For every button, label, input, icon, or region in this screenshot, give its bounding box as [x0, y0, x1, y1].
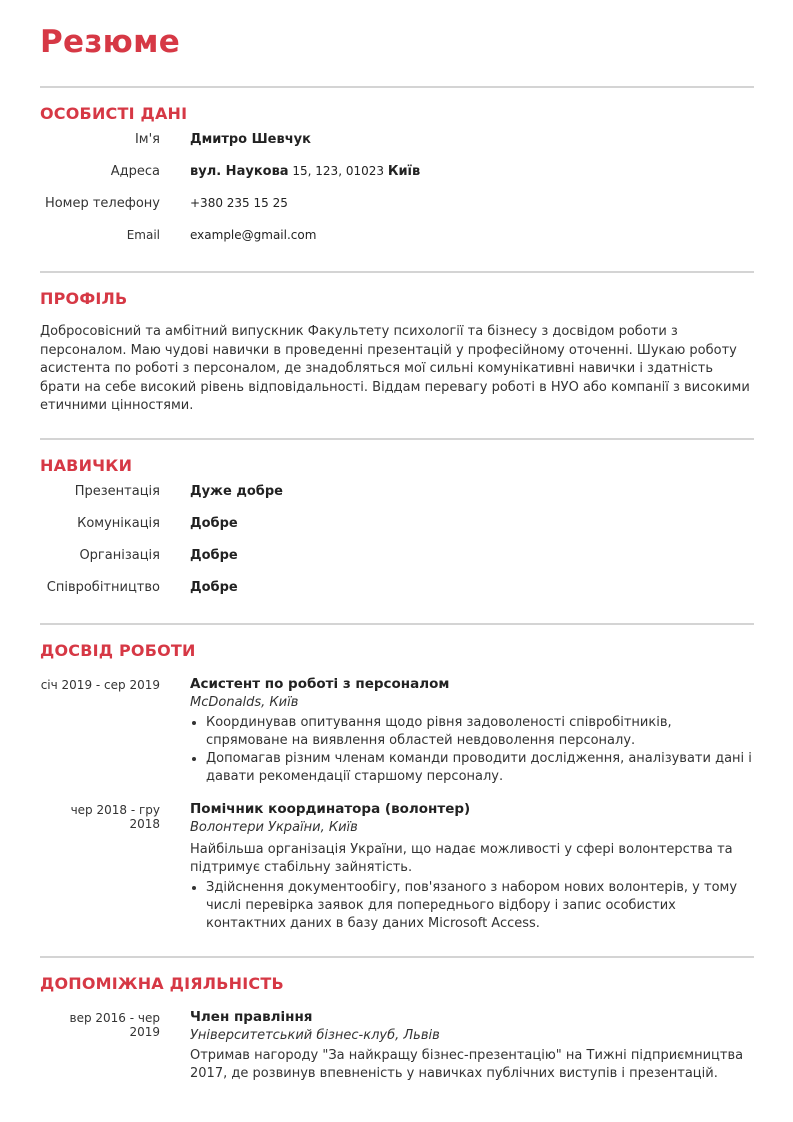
experience-section — [40, 623, 754, 933]
activity-title: Член правління — [190, 1009, 313, 1025]
address-value — [190, 164, 420, 179]
job-date: січ 2019 - сер 2019 — [40, 678, 160, 692]
profile-heading: ПРОФІЛЬ — [40, 289, 128, 308]
job-bullet: • Допомагав різним членам команди проводити дослідження, аналізувати дані і давати рекомендації старшому персоналу. — [206, 750, 754, 786]
job-bullet: • Здійснення документообігу, пов'язаного з набором нових волонтерів, у тому числі перевірка заявок для попереднього відбору і запис особистих контактних даних в базу даних Microsoft Access. — [206, 879, 754, 933]
profile-text: Добросовісний та амбітний випускник Факультету психології та бізнесу з досвідом роботи з персоналом. Маю чудові навички в проведенні презентацій у професійному оточенні. Шукаю роботу асистента по роботі з персоналом, де знадобляться мої сильні комунікативні навички і здатність брати на себе високий рівень відповідальності. Віддам перевагу роботі в НУО або компанії з високими етичними цінностями. — [40, 324, 750, 413]
phone-row — [40, 196, 754, 228]
address-details: 15, 123, 01023 — [288, 164, 388, 178]
name-value: Дмитро Шевчук — [190, 132, 311, 147]
experience-heading: ДОСВІД РОБОТИ — [40, 641, 196, 660]
job-bullet: • Координував опитування щодо рівня задоволеності співробітників, спрямоване на виявлення областей невдоволення персоналу. — [206, 714, 754, 750]
job-org: McDonalds, Київ — [190, 695, 299, 710]
profile-section — [40, 271, 754, 416]
section-divider — [40, 271, 754, 273]
name-row — [40, 132, 754, 164]
name-label: Ім'я — [134, 132, 160, 147]
address-row — [40, 164, 754, 196]
skill-row — [40, 548, 754, 580]
activity-date: вер 2016 - чер 2019 — [69, 1011, 160, 1039]
section-divider — [40, 86, 754, 88]
section-divider — [40, 623, 754, 625]
extra-section — [40, 956, 754, 1083]
job-summary: Найбільша організація України, що надає можливості у сфері волонтерства та підтримує стабільну зайнятість. — [190, 842, 733, 875]
skills-heading: НАВИЧКИ — [40, 456, 133, 475]
job-date: чер 2018 - гру 2018 — [70, 803, 160, 831]
email-value: example@gmail.com — [190, 228, 317, 242]
job-bullets — [190, 714, 754, 786]
skill-row — [40, 484, 754, 516]
job-title — [190, 800, 754, 819]
skills-section — [40, 438, 754, 612]
skill-row — [40, 516, 754, 548]
skill-level: Добре — [190, 516, 238, 531]
resume-title: Резюме — [40, 24, 181, 60]
activity-org: Університетський бізнес-клуб, Львів — [190, 1028, 440, 1043]
skill-name: Співробітництво — [46, 580, 160, 595]
job-title-text: Помічник координатора — [190, 801, 381, 817]
job-entry — [40, 800, 754, 933]
skill-name: Презентація — [74, 484, 160, 499]
skill-name: Організація — [79, 548, 160, 563]
skill-level: Дуже добре — [190, 484, 283, 499]
job-title — [190, 675, 754, 694]
personal-heading: ОСОБИСТІ ДАНІ — [40, 104, 188, 123]
section-divider — [40, 438, 754, 440]
address-city: Київ — [387, 164, 421, 179]
job-title-text: Асистент по роботі з персоналом — [190, 676, 450, 692]
job-entry — [40, 675, 754, 786]
activity-text: Отримав нагороду "За найкращу бізнес-презентацію" на Тижні підприємництва 2017, де розвинув впевненість у навичках публічних виступів і презентацій. — [190, 1048, 744, 1081]
address-street: вул. Наукова — [190, 164, 289, 179]
activity-entry — [40, 1008, 754, 1083]
email-row — [40, 228, 754, 260]
phone-value: +380 235 15 25 — [190, 196, 288, 210]
skill-name: Комунікація — [77, 516, 160, 531]
job-org: Волонтери України, Київ — [190, 820, 358, 835]
skill-row — [40, 580, 754, 612]
address-label: Адреса — [110, 164, 160, 179]
section-divider — [40, 956, 754, 958]
email-label: Email — [126, 228, 160, 242]
skill-level: Добре — [190, 548, 238, 563]
skill-level: Добре — [190, 580, 238, 595]
phone-label: Номер телефону — [44, 196, 160, 211]
personal-section — [40, 86, 754, 260]
extra-heading: ДОПОМІЖНА ДІЯЛЬНІСТЬ — [40, 974, 284, 993]
job-title-suffix: (волонтер) — [380, 801, 471, 817]
job-bullets — [190, 879, 754, 933]
